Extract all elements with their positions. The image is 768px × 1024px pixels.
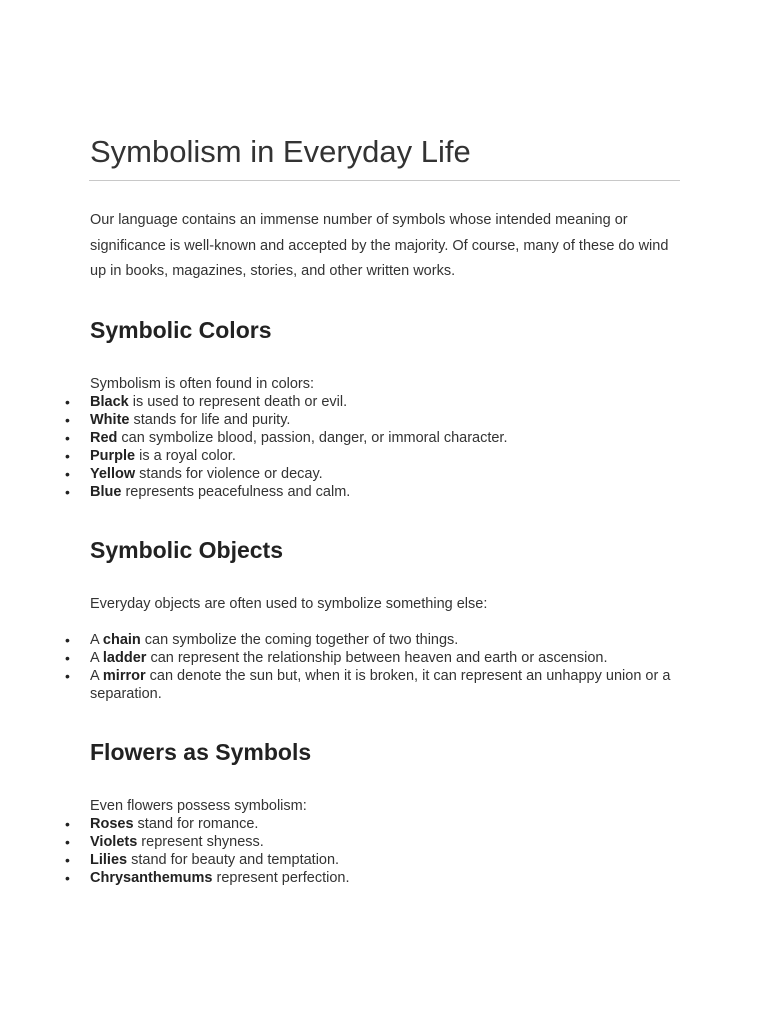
list-item-text: stands for violence or decay. xyxy=(135,466,323,482)
objects-lead: Everyday objects are often used to symbolize something else: xyxy=(90,596,488,612)
list-item-term: Yellow xyxy=(90,466,136,482)
list-item-term: Lilies xyxy=(90,852,128,868)
list-item xyxy=(90,667,680,703)
list-item xyxy=(90,649,680,667)
list-item-term: chain xyxy=(102,632,141,648)
list-item xyxy=(90,411,680,429)
list-item-term: Chrysanthemums xyxy=(90,870,213,886)
list-item-prefix: A xyxy=(90,650,103,666)
list-item-term: Red xyxy=(90,430,118,446)
list-item-text: stand for romance. xyxy=(133,816,259,832)
list-item-text: can symbolize the coming together of two things. xyxy=(140,632,459,648)
list-item-text: can symbolize blood, passion, danger, or immoral character. xyxy=(117,430,508,446)
list-item-term: White xyxy=(90,412,130,428)
list-item-text: represent shyness. xyxy=(137,834,264,850)
list-item xyxy=(90,483,680,501)
list-item-text: is used to represent death or evil. xyxy=(128,394,348,410)
list-item-prefix: A xyxy=(90,668,103,684)
colors-heading: Symbolic Colors xyxy=(90,317,272,343)
flowers-heading: Flowers as Symbols xyxy=(90,739,312,765)
list-item-term: Black xyxy=(90,394,129,410)
objects-heading: Symbolic Objects xyxy=(90,537,284,563)
list-item-text: represents peacefulness and calm. xyxy=(121,484,351,500)
list-item xyxy=(90,851,680,869)
list-item-text: is a royal color. xyxy=(135,448,236,464)
list-item xyxy=(90,815,680,833)
list-item-term: Blue xyxy=(90,484,122,500)
colors-lead: Symbolism is often found in colors: xyxy=(90,376,315,392)
list-item xyxy=(90,869,680,887)
intro-paragraph: Our language contains an immense number of symbols whose intended meaning or significance is well-known and accepted by the majority. Of course, many of these do wind up in books, magazines, stories, and other written works. xyxy=(90,212,669,279)
list-item xyxy=(90,447,680,465)
list-item-term: Roses xyxy=(90,816,134,832)
list-item-text: stand for beauty and temptation. xyxy=(127,852,340,868)
list-item-text: stands for life and purity. xyxy=(129,412,291,428)
list-item-prefix: A xyxy=(90,632,103,648)
list-item xyxy=(90,465,680,483)
list-item xyxy=(90,631,680,649)
list-item-term: ladder xyxy=(102,650,147,666)
objects-list xyxy=(90,631,680,703)
list-item-text: can denote the sun but, when it is broken, it can represent an unhappy union or a separation. xyxy=(90,668,671,702)
list-item-term: Purple xyxy=(90,448,136,464)
flowers-list xyxy=(90,815,680,887)
list-item xyxy=(90,429,680,447)
flowers-lead: Even flowers possess symbolism: xyxy=(90,798,307,814)
list-item-text: can represent the relationship between heaven and earth or ascension. xyxy=(146,650,608,666)
list-item-text: represent perfection. xyxy=(212,870,350,886)
colors-list xyxy=(90,393,680,501)
page-title: Symbolism in Everyday Life xyxy=(90,134,471,169)
title-divider xyxy=(89,180,680,181)
list-item-term: mirror xyxy=(102,668,146,684)
list-item-term: Violets xyxy=(90,834,138,850)
list-item xyxy=(90,833,680,851)
list-item xyxy=(90,393,680,411)
